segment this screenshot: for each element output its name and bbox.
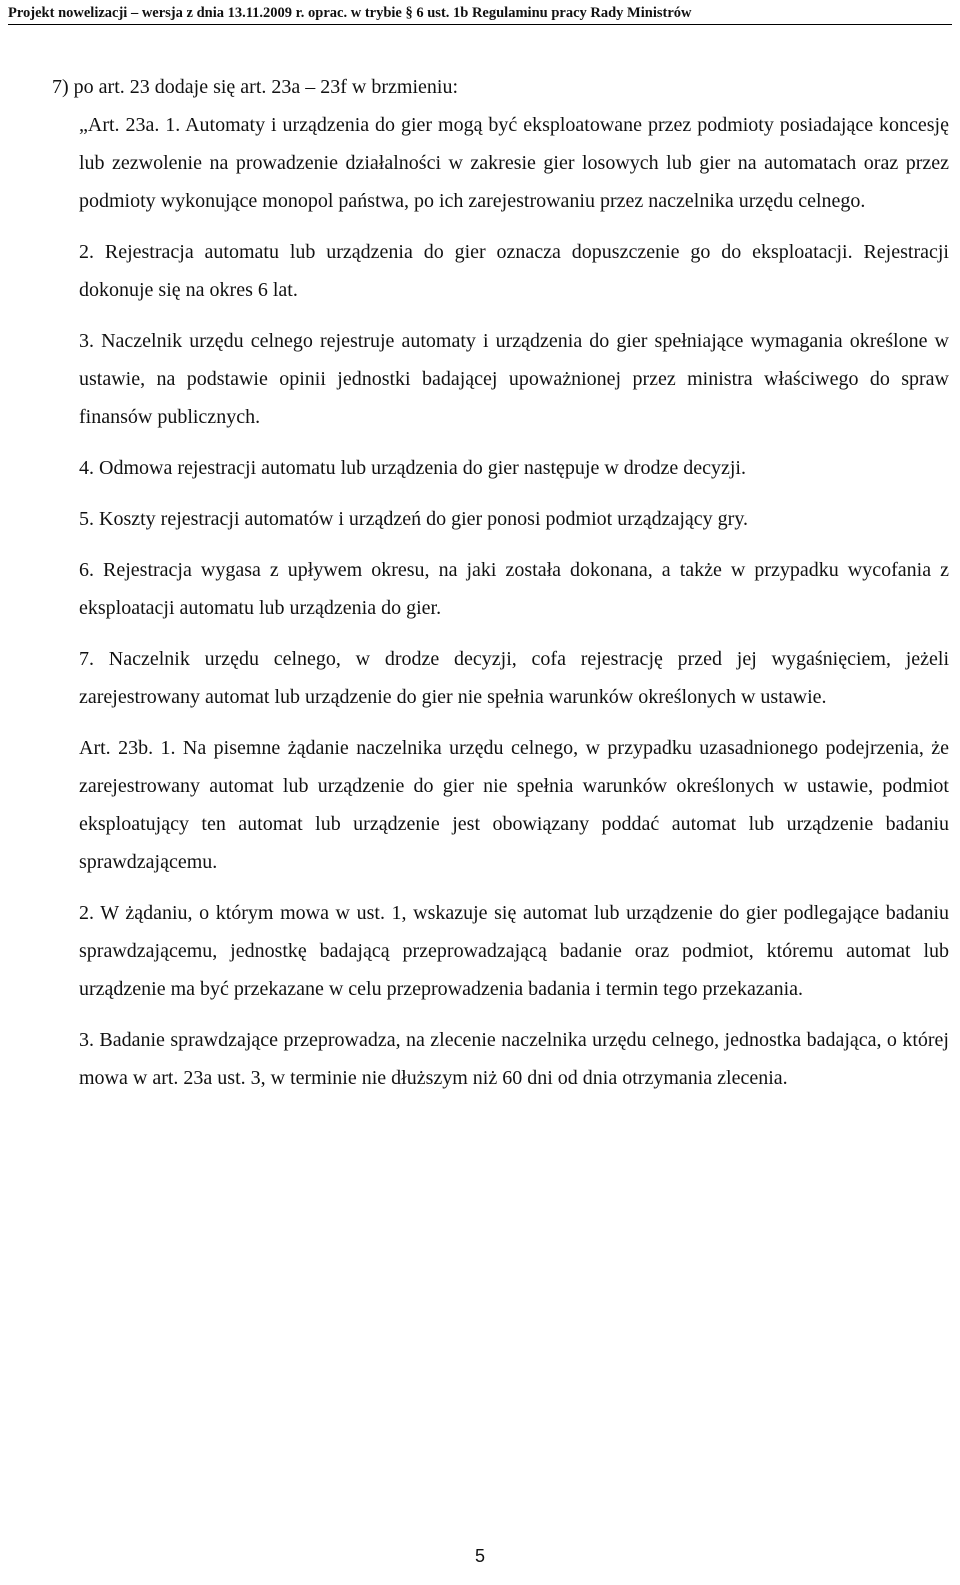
article-23b-paragraph-2: 2. W żądaniu, o którym mowa w ust. 1, wskazuje się automat lub urządzenie do gier podlegające badaniu sprawdzającemu, jednostkę badającą przeprowadzającą badanie oraz podmiot, któremu automat lub urządzenie ma być przekazane w celu przeprowadzenia badania i termin tego przekazania. (79, 902, 949, 1000)
article-23a-paragraph-3: 3. Naczelnik urzędu celnego rejestruje automaty i urządzenia do gier spełniające wymagania określone w ustawie, na podstawie opinii jednostki badającej upoważnionej przez ministra właściwego do spraw finansów publicznych. (79, 330, 949, 428)
header-divider (8, 24, 952, 25)
article-23a-paragraph-2: 2. Rejestracja automatu lub urządzenia do gier oznacza dopuszczenie go do eksploatacji. Rejestracji dokonuje się na okres 6 lat. (79, 241, 949, 301)
document-body (52, 68, 949, 1110)
amendment-intro: 7) po art. 23 dodaje się art. 23a – 23f w brzmieniu: (52, 76, 458, 98)
article-23b-paragraph-3: 3. Badanie sprawdzające przeprowadza, na zlecenie naczelnika urzędu celnego, jednostka badająca, o której mowa w art. 23a ust. 3, w terminie nie dłuższym niż 60 dni od dnia otrzymania zlecenia. (79, 1029, 949, 1089)
article-23a-paragraph-6: 6. Rejestracja wygasa z upływem okresu, na jaki została dokonana, a także w przypadku wycofania z eksploatacji automatu lub urządzenia do gier. (79, 559, 949, 619)
article-23b-paragraph-1: Art. 23b. 1. Na pisemne żądanie naczelnika urzędu celnego, w przypadku uzasadnionego podejrzenia, że zarejestrowany automat lub urządzenie do gier nie spełnia warunków określonych w ustawie, podmiot eksploatujący ten automat lub urządzenie jest obowiązany poddać automat lub urządzenie badaniu sprawdzającemu. (79, 737, 949, 873)
page-number: 5 (474, 1546, 485, 1566)
article-23a-paragraph-4: 4. Odmowa rejestracji automatu lub urządzenia do gier następuje w drodze decyzji. (79, 457, 746, 479)
document-header: Projekt nowelizacji – wersja z dnia 13.11.2009 r. oprac. w trybie § 6 ust. 1b Regulaminu pracy Rady Ministrów (8, 5, 692, 21)
article-23a-paragraph-1: „Art. 23a. 1. Automaty i urządzenia do gier mogą być eksploatowane przez podmioty posiadające koncesję lub zezwolenie na prowadzenie działalności w zakresie gier losowych lub gier na automatach oraz przez podmioty wykonujące monopol państwa, po ich zarejestrowaniu przez naczelnika urzędu celnego. (79, 114, 949, 212)
article-23a-paragraph-5: 5. Koszty rejestracji automatów i urządzeń do gier ponosi podmiot urządzający gry. (79, 508, 749, 530)
article-23a-paragraph-7: 7. Naczelnik urzędu celnego, w drodze decyzji, cofa rejestrację przed jej wygaśnięciem, jeżeli zarejestrowany automat lub urządzenie do gier nie spełnia warunków określonych w ustawie. (79, 648, 949, 708)
